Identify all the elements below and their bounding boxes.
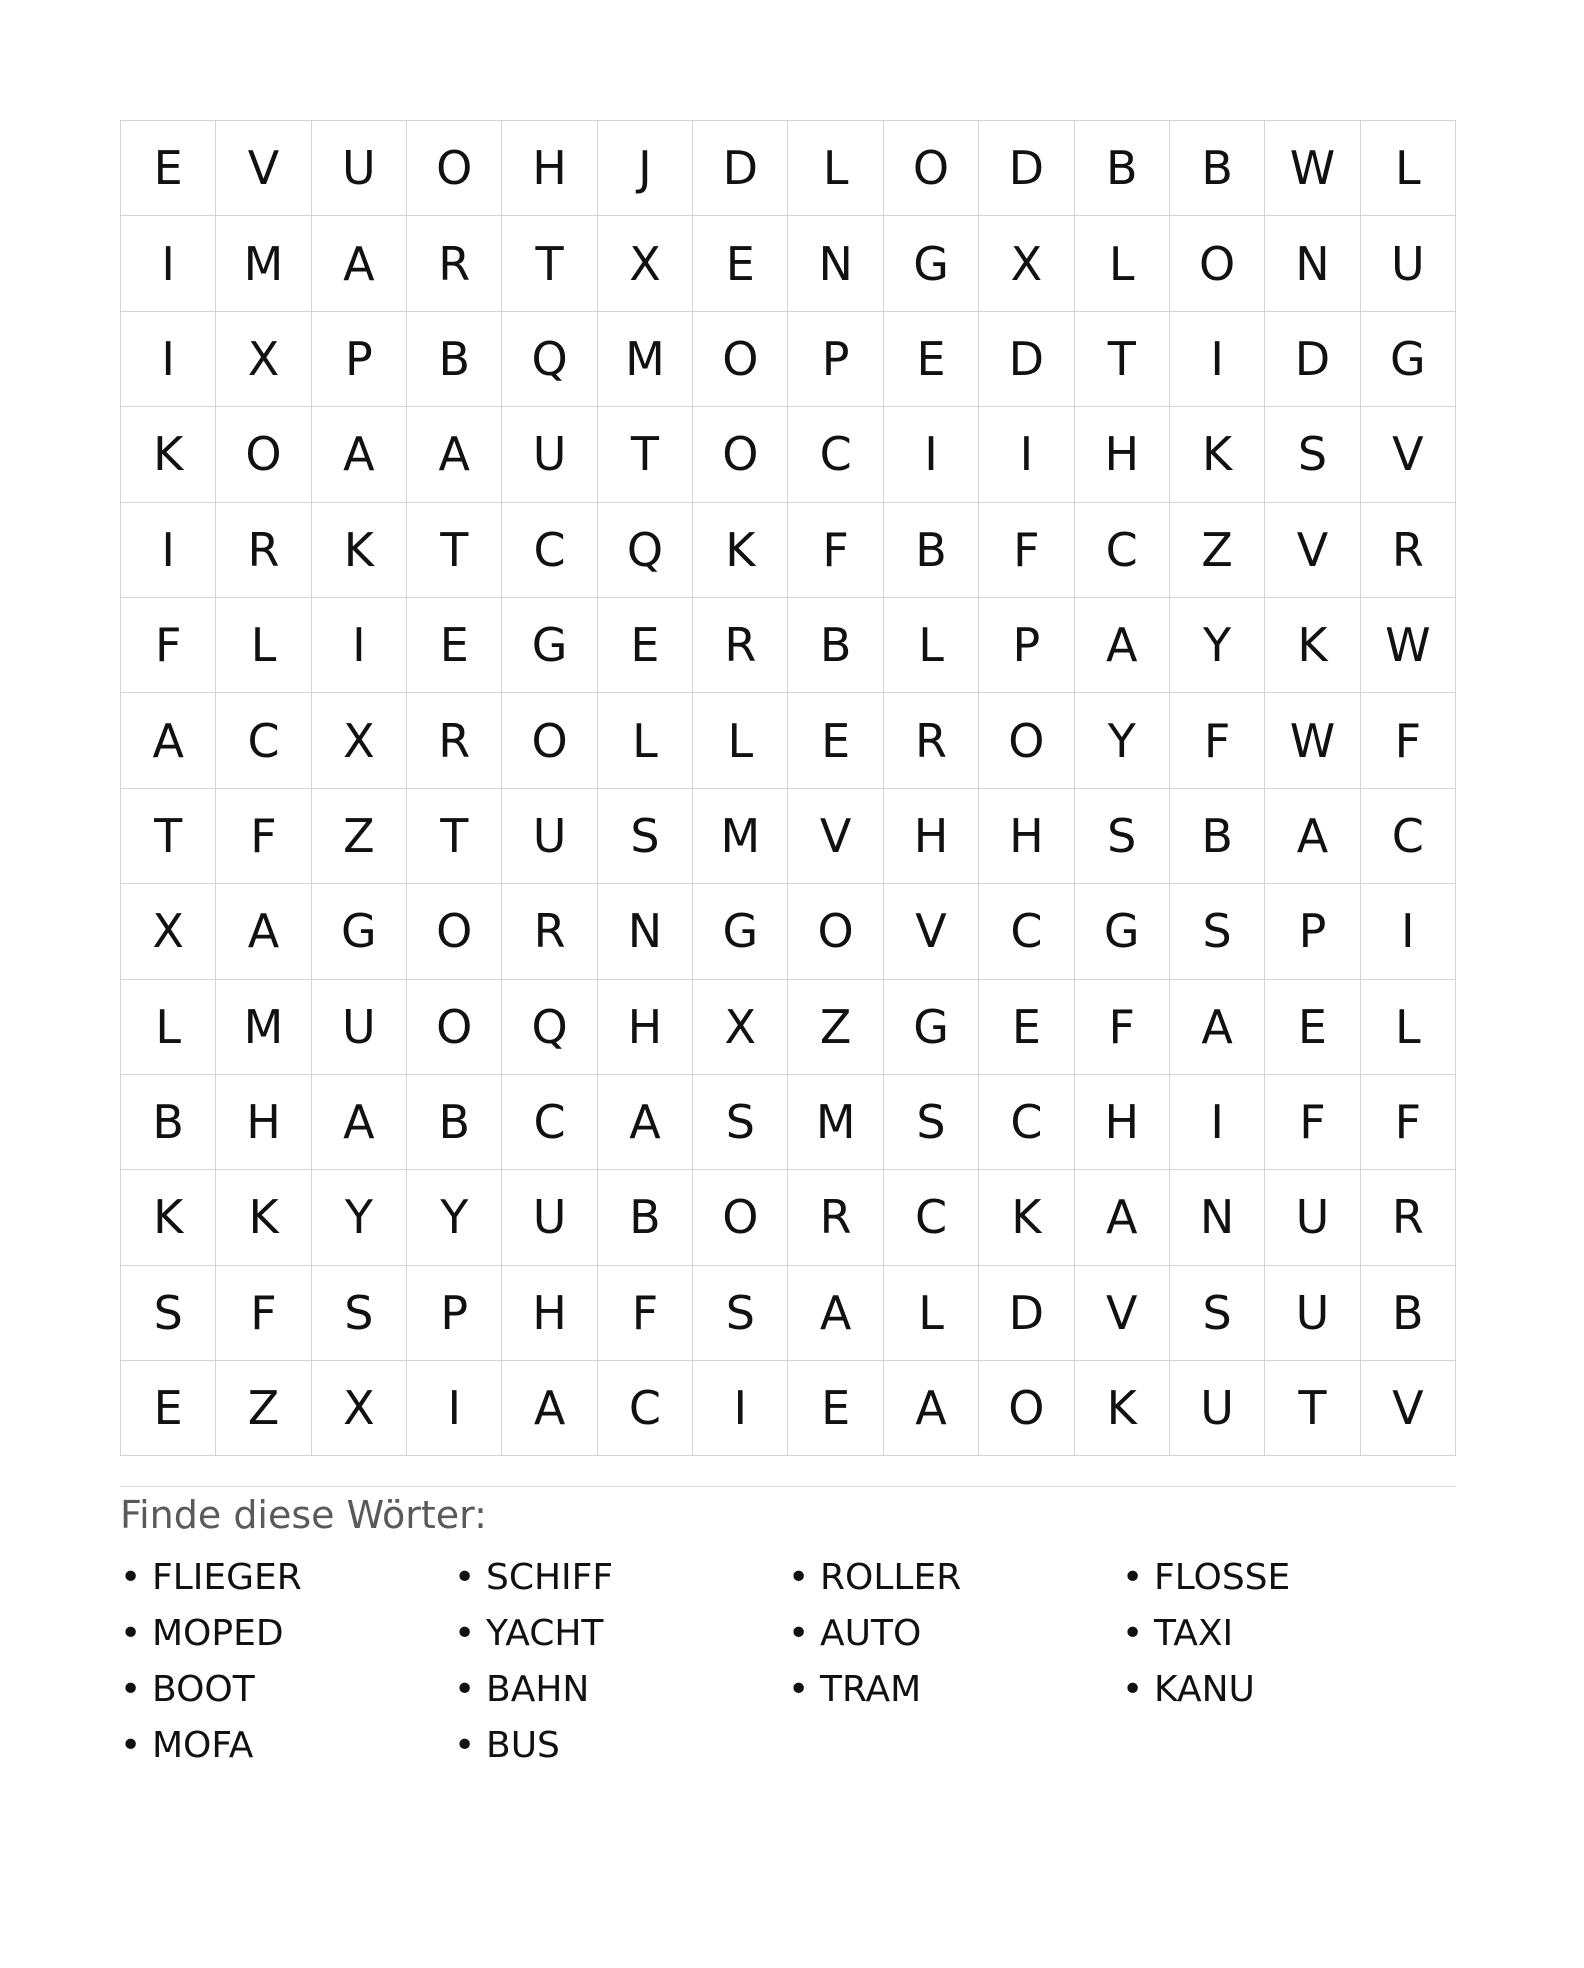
grid-cell[interactable]: X	[312, 1361, 407, 1456]
word-label: ROLLER	[820, 1556, 962, 1598]
grid-cell[interactable]: K	[121, 1170, 216, 1265]
grid-cell[interactable]: V	[788, 789, 883, 884]
grid-cell[interactable]: E	[693, 216, 788, 311]
grid-cell[interactable]: C	[979, 884, 1074, 979]
grid-cell[interactable]: L	[884, 598, 979, 693]
bullet-icon: •	[454, 1612, 476, 1654]
grid-cell[interactable]: S	[598, 789, 693, 884]
word-label: FLOSSE	[1154, 1556, 1291, 1598]
grid-cell[interactable]: X	[312, 693, 407, 788]
grid-cell[interactable]: E	[788, 693, 883, 788]
divider	[120, 1486, 1456, 1487]
grid-cell[interactable]: H	[1075, 1075, 1170, 1170]
grid-cell[interactable]: L	[788, 121, 883, 216]
grid-cell[interactable]: O	[693, 407, 788, 502]
word-label: FLIEGER	[152, 1556, 302, 1598]
grid-cell[interactable]: O	[693, 312, 788, 407]
grid-cell[interactable]: M	[598, 312, 693, 407]
grid-cell[interactable]: B	[407, 312, 502, 407]
grid-cell[interactable]: S	[1170, 884, 1265, 979]
grid-cell[interactable]: M	[216, 216, 311, 311]
bullet-icon: •	[1122, 1612, 1144, 1654]
grid-cell[interactable]: Q	[502, 312, 597, 407]
grid-cell[interactable]: O	[216, 407, 311, 502]
grid-cell[interactable]: V	[1265, 503, 1360, 598]
grid-cell[interactable]: B	[788, 598, 883, 693]
grid-cell[interactable]: R	[1361, 1170, 1456, 1265]
grid-cell[interactable]: I	[407, 1361, 502, 1456]
word-list-item	[788, 1549, 1122, 1605]
word-label: MOFA	[152, 1724, 254, 1766]
grid-cell[interactable]: I	[121, 312, 216, 407]
grid-cell[interactable]: H	[979, 789, 1074, 884]
word-list-item	[454, 1549, 788, 1605]
word-list-item	[454, 1605, 788, 1661]
grid-cell[interactable]: K	[312, 503, 407, 598]
grid-cell[interactable]: X	[693, 980, 788, 1075]
grid-cell[interactable]: Y	[1075, 693, 1170, 788]
grid-cell[interactable]: E	[598, 598, 693, 693]
grid-cell[interactable]: E	[788, 1361, 883, 1456]
grid-cell[interactable]: F	[216, 1266, 311, 1361]
grid-cell[interactable]: L	[1361, 121, 1456, 216]
grid-cell[interactable]: S	[1075, 789, 1170, 884]
grid-cell[interactable]: V	[1361, 1361, 1456, 1456]
grid-cell[interactable]: R	[884, 693, 979, 788]
grid-cell[interactable]: A	[121, 693, 216, 788]
grid-cell[interactable]: B	[121, 1075, 216, 1170]
grid-cell[interactable]: P	[788, 312, 883, 407]
word-label: TRAM	[820, 1668, 922, 1710]
word-list-item	[788, 1605, 1122, 1661]
grid-cell[interactable]: F	[1361, 693, 1456, 788]
grid-cell[interactable]: E	[884, 312, 979, 407]
grid-cell[interactable]: D	[693, 121, 788, 216]
grid-cell[interactable]: B	[1170, 121, 1265, 216]
bullet-icon: •	[1122, 1668, 1144, 1710]
grid-cell[interactable]: A	[1075, 598, 1170, 693]
grid-cell[interactable]: B	[598, 1170, 693, 1265]
grid-cell[interactable]: S	[693, 1075, 788, 1170]
grid-cell[interactable]: W	[1361, 598, 1456, 693]
word-label: AUTO	[820, 1612, 922, 1654]
word-label: SCHIFF	[486, 1556, 614, 1598]
grid-cell[interactable]: A	[312, 1075, 407, 1170]
grid-cell[interactable]: A	[598, 1075, 693, 1170]
word-search-puzzle	[120, 120, 1456, 1773]
word-label: BOOT	[152, 1668, 255, 1710]
grid-cell[interactable]: I	[121, 216, 216, 311]
grid-cell[interactable]: E	[121, 121, 216, 216]
grid-cell[interactable]: W	[1265, 693, 1360, 788]
grid-cell[interactable]: O	[407, 884, 502, 979]
grid-cell[interactable]: P	[312, 312, 407, 407]
grid-cell[interactable]: K	[1170, 407, 1265, 502]
word-list-item	[120, 1605, 454, 1661]
grid-cell[interactable]: L	[1075, 216, 1170, 311]
word-list-item	[454, 1661, 788, 1717]
grid-cell[interactable]: U	[1361, 216, 1456, 311]
grid-cell[interactable]: M	[693, 789, 788, 884]
grid-cell[interactable]: F	[1170, 693, 1265, 788]
grid-cell[interactable]: H	[502, 121, 597, 216]
grid-cell[interactable]: T	[407, 503, 502, 598]
grid-cell[interactable]: T	[1265, 1361, 1360, 1456]
grid-cell[interactable]: S	[121, 1266, 216, 1361]
grid-cell[interactable]: O	[407, 121, 502, 216]
grid-cell[interactable]: E	[121, 1361, 216, 1456]
grid-cell[interactable]: T	[121, 789, 216, 884]
grid-cell[interactable]: B	[407, 1075, 502, 1170]
grid-cell[interactable]: U	[1170, 1361, 1265, 1456]
word-label: MOPED	[152, 1612, 284, 1654]
grid-cell[interactable]: R	[1361, 503, 1456, 598]
grid-cell[interactable]: T	[598, 407, 693, 502]
grid-cell[interactable]: H	[216, 1075, 311, 1170]
grid-cell[interactable]: U	[312, 980, 407, 1075]
bullet-icon: •	[454, 1668, 476, 1710]
grid-cell[interactable]: U	[312, 121, 407, 216]
grid-cell[interactable]: B	[1361, 1266, 1456, 1361]
grid-cell[interactable]: U	[1265, 1170, 1360, 1265]
grid-cell[interactable]: E	[1265, 980, 1360, 1075]
grid-cell[interactable]: P	[407, 1266, 502, 1361]
word-list-heading: Finde diese Wörter:	[120, 1493, 487, 1538]
grid-cell[interactable]: F	[979, 503, 1074, 598]
grid-cell[interactable]: B	[1075, 121, 1170, 216]
grid-cell[interactable]: U	[502, 1170, 597, 1265]
word-label: KANU	[1154, 1668, 1255, 1710]
grid-cell[interactable]: A	[312, 216, 407, 311]
word-label: YACHT	[486, 1612, 604, 1654]
grid-cell[interactable]: Z	[788, 980, 883, 1075]
grid-cell[interactable]: G	[312, 884, 407, 979]
grid-cell[interactable]: A	[502, 1361, 597, 1456]
grid-cell[interactable]: Z	[216, 1361, 311, 1456]
grid-cell[interactable]: P	[1265, 884, 1360, 979]
grid-cell[interactable]: A	[884, 1361, 979, 1456]
grid-cell[interactable]: V	[216, 121, 311, 216]
grid-cell[interactable]: A	[407, 407, 502, 502]
bullet-icon: •	[454, 1556, 476, 1598]
grid-cell[interactable]: O	[1170, 216, 1265, 311]
grid-cell[interactable]: A	[216, 884, 311, 979]
grid-cell[interactable]: A	[1170, 980, 1265, 1075]
grid-cell[interactable]: X	[121, 884, 216, 979]
grid-cell[interactable]: X	[598, 216, 693, 311]
grid-cell[interactable]: P	[979, 598, 1074, 693]
grid-cell[interactable]: I	[693, 1361, 788, 1456]
grid-cell[interactable]: C	[502, 503, 597, 598]
grid-cell[interactable]: I	[312, 598, 407, 693]
word-list-item	[1122, 1549, 1456, 1605]
word-label: BUS	[486, 1724, 560, 1766]
grid-cell[interactable]: V	[1361, 407, 1456, 502]
grid-cell[interactable]: S	[1265, 407, 1360, 502]
grid-cell[interactable]: F	[1075, 980, 1170, 1075]
grid-cell[interactable]: T	[502, 216, 597, 311]
grid-cell[interactable]: C	[502, 1075, 597, 1170]
grid-cell[interactable]: H	[502, 1266, 597, 1361]
grid-cell[interactable]: Q	[502, 980, 597, 1075]
grid-cell[interactable]: H	[884, 789, 979, 884]
grid-cell[interactable]: M	[216, 980, 311, 1075]
grid-cell[interactable]: F	[1265, 1075, 1360, 1170]
grid-cell[interactable]: L	[1361, 980, 1456, 1075]
grid-cell[interactable]: C	[1075, 503, 1170, 598]
bullet-icon: •	[120, 1724, 142, 1766]
grid-cell[interactable]: I	[1170, 1075, 1265, 1170]
grid-cell[interactable]: Q	[598, 503, 693, 598]
grid-cell[interactable]: I	[1170, 312, 1265, 407]
grid-cell[interactable]: B	[884, 503, 979, 598]
grid-cell[interactable]: Y	[407, 1170, 502, 1265]
grid-cell[interactable]: U	[502, 407, 597, 502]
bullet-icon: •	[788, 1612, 810, 1654]
word-list-item	[788, 1661, 1122, 1717]
grid-cell[interactable]: X	[216, 312, 311, 407]
word-list-item	[1122, 1605, 1456, 1661]
grid-cell[interactable]: S	[884, 1075, 979, 1170]
grid-cell[interactable]: R	[216, 503, 311, 598]
grid-cell[interactable]: X	[979, 216, 1074, 311]
grid-cell[interactable]: O	[693, 1170, 788, 1265]
grid-cell[interactable]: C	[884, 1170, 979, 1265]
grid-cell[interactable]: L	[598, 693, 693, 788]
grid-cell[interactable]: I	[884, 407, 979, 502]
grid-cell[interactable]: N	[788, 216, 883, 311]
grid-cell[interactable]: K	[979, 1170, 1074, 1265]
grid-cell[interactable]: F	[216, 789, 311, 884]
grid-cell[interactable]: U	[1265, 1266, 1360, 1361]
word-list	[120, 1549, 1456, 1773]
bullet-icon: •	[788, 1556, 810, 1598]
grid-cell[interactable]: Y	[1170, 598, 1265, 693]
word-list-item	[120, 1717, 454, 1773]
grid-cell[interactable]: L	[884, 1266, 979, 1361]
word-list-item	[454, 1717, 788, 1773]
grid-cell[interactable]: R	[407, 693, 502, 788]
grid-cell[interactable]: E	[407, 598, 502, 693]
grid-cell[interactable]: T	[407, 789, 502, 884]
grid-cell[interactable]: W	[1265, 121, 1360, 216]
grid-cell[interactable]: H	[598, 980, 693, 1075]
grid-cell[interactable]: S	[693, 1266, 788, 1361]
grid-cell[interactable]: V	[884, 884, 979, 979]
grid-cell[interactable]: D	[979, 1266, 1074, 1361]
grid-cell[interactable]: U	[502, 789, 597, 884]
grid-cell[interactable]: D	[979, 121, 1074, 216]
grid-cell[interactable]: Z	[312, 789, 407, 884]
grid-cell[interactable]: O	[979, 1361, 1074, 1456]
grid-cell[interactable]: R	[407, 216, 502, 311]
grid-cell[interactable]: K	[1265, 598, 1360, 693]
grid-cell[interactable]: A	[312, 407, 407, 502]
grid-cell[interactable]: O	[502, 693, 597, 788]
grid-cell[interactable]: Z	[1170, 503, 1265, 598]
grid-cell[interactable]: Y	[312, 1170, 407, 1265]
word-list-item	[1122, 1661, 1456, 1717]
grid-cell[interactable]: R	[502, 884, 597, 979]
bullet-icon: •	[1122, 1556, 1144, 1598]
grid-cell[interactable]: C	[979, 1075, 1074, 1170]
bullet-icon: •	[120, 1668, 142, 1710]
grid-cell[interactable]: T	[1075, 312, 1170, 407]
grid-cell[interactable]: C	[598, 1361, 693, 1456]
grid-cell[interactable]: O	[979, 693, 1074, 788]
bullet-icon: •	[788, 1668, 810, 1710]
grid-cell[interactable]: I	[121, 503, 216, 598]
grid-cell[interactable]: A	[1265, 789, 1360, 884]
grid-cell[interactable]: G	[1361, 312, 1456, 407]
grid-cell[interactable]: O	[788, 884, 883, 979]
grid-cell[interactable]: R	[693, 598, 788, 693]
word-list-item	[120, 1661, 454, 1717]
grid-cell[interactable]: S	[312, 1266, 407, 1361]
grid-cell[interactable]: F	[788, 503, 883, 598]
grid-cell[interactable]: V	[1075, 1266, 1170, 1361]
grid-cell[interactable]: D	[979, 312, 1074, 407]
grid-cell[interactable]: F	[121, 598, 216, 693]
grid-cell[interactable]: L	[121, 980, 216, 1075]
grid-cell[interactable]: N	[1170, 1170, 1265, 1265]
bullet-icon: •	[120, 1556, 142, 1598]
grid-cell[interactable]: A	[788, 1266, 883, 1361]
word-label: BAHN	[486, 1668, 590, 1710]
grid-cell[interactable]: D	[1265, 312, 1360, 407]
word-list-item	[120, 1549, 454, 1605]
bullet-icon: •	[120, 1612, 142, 1654]
grid-cell[interactable]: G	[502, 598, 597, 693]
grid-cell[interactable]: K	[121, 407, 216, 502]
letter-grid	[120, 120, 1456, 1456]
grid-cell[interactable]: O	[884, 121, 979, 216]
grid-cell[interactable]: R	[788, 1170, 883, 1265]
grid-cell[interactable]: F	[1361, 1075, 1456, 1170]
grid-cell[interactable]: N	[598, 884, 693, 979]
grid-cell[interactable]: E	[979, 980, 1074, 1075]
grid-cell[interactable]: G	[693, 884, 788, 979]
grid-cell[interactable]: G	[884, 980, 979, 1075]
grid-cell[interactable]: M	[788, 1075, 883, 1170]
grid-cell[interactable]: G	[1075, 884, 1170, 979]
grid-cell[interactable]: O	[407, 980, 502, 1075]
grid-cell[interactable]: G	[884, 216, 979, 311]
grid-cell[interactable]: S	[1170, 1266, 1265, 1361]
grid-cell[interactable]: K	[216, 1170, 311, 1265]
grid-cell[interactable]: K	[693, 503, 788, 598]
bullet-icon: •	[454, 1724, 476, 1766]
grid-cell[interactable]: J	[598, 121, 693, 216]
grid-cell[interactable]: F	[598, 1266, 693, 1361]
grid-cell[interactable]: H	[1075, 407, 1170, 502]
grid-cell[interactable]: C	[216, 693, 311, 788]
grid-cell[interactable]: K	[1075, 1361, 1170, 1456]
grid-cell[interactable]: A	[1075, 1170, 1170, 1265]
grid-cell[interactable]: I	[979, 407, 1074, 502]
grid-cell[interactable]: C	[788, 407, 883, 502]
grid-cell[interactable]: C	[1361, 789, 1456, 884]
grid-cell[interactable]: N	[1265, 216, 1360, 311]
grid-cell[interactable]: L	[693, 693, 788, 788]
grid-cell[interactable]: L	[216, 598, 311, 693]
grid-cell[interactable]: I	[1361, 884, 1456, 979]
grid-cell[interactable]: B	[1170, 789, 1265, 884]
word-label: TAXI	[1154, 1612, 1234, 1654]
